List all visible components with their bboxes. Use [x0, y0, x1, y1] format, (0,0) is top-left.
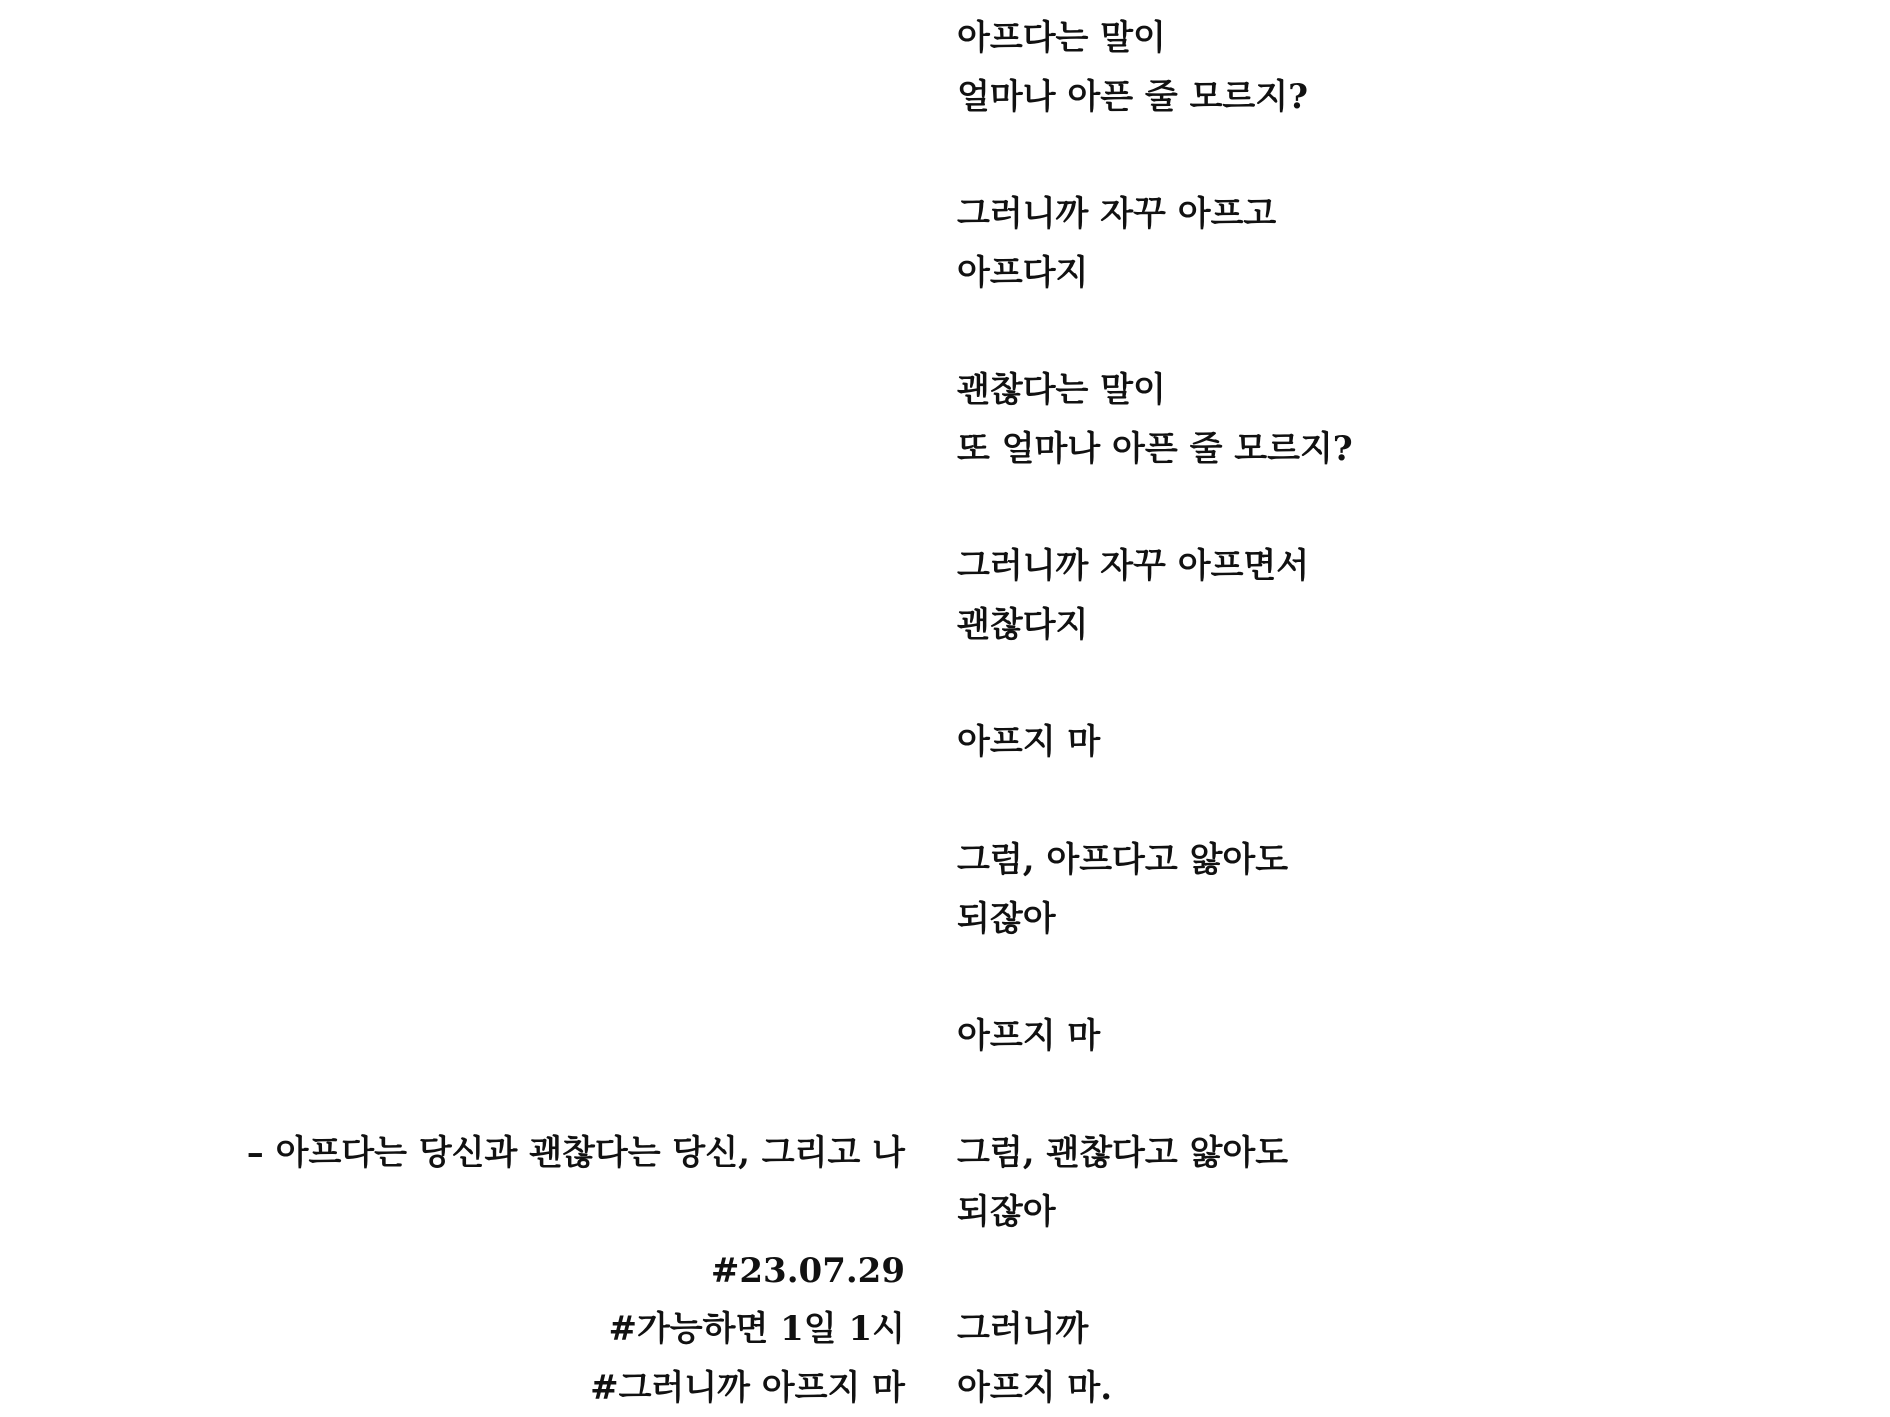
- poem-line: 아프지 마.: [957, 1368, 1113, 1408]
- poem-line: 괜찮다는 말이: [957, 370, 1166, 410]
- poem-line: 아프지 마: [957, 722, 1101, 762]
- hashtag: #가능하면 1일 1시: [608, 1309, 905, 1349]
- poem-line: 괜찮다지: [957, 605, 1089, 645]
- date-tag: #23.07.29: [710, 1251, 905, 1291]
- poem-line: 그러니까 자꾸 아프고: [957, 194, 1277, 234]
- poem-line: 되잖아: [957, 1192, 1056, 1232]
- poem-line: 아프다지: [957, 253, 1089, 293]
- poem-line: 아프지 마: [957, 1016, 1101, 1056]
- poem-line: 되잖아: [957, 899, 1056, 939]
- poem-line: 아프다는 말이: [957, 18, 1166, 58]
- poem-line: 그러니까: [957, 1309, 1089, 1349]
- hashtag: #그러니까 아프지 마: [590, 1368, 905, 1408]
- poem-line: 얼마나 아픈 줄 모르지?: [957, 77, 1309, 117]
- poem-line: 그럼, 아프다고 앓아도: [957, 840, 1289, 880]
- poem-subtitle: – 아프다는 당신과 괜찮다는 당신, 그리고 나: [246, 1133, 905, 1173]
- poem-line: 그럼, 괜찮다고 앓아도: [957, 1133, 1289, 1173]
- poem-line: 그러니까 자꾸 아프면서: [957, 546, 1310, 586]
- poem-line: 또 얼마나 아픈 줄 모르지?: [957, 429, 1353, 469]
